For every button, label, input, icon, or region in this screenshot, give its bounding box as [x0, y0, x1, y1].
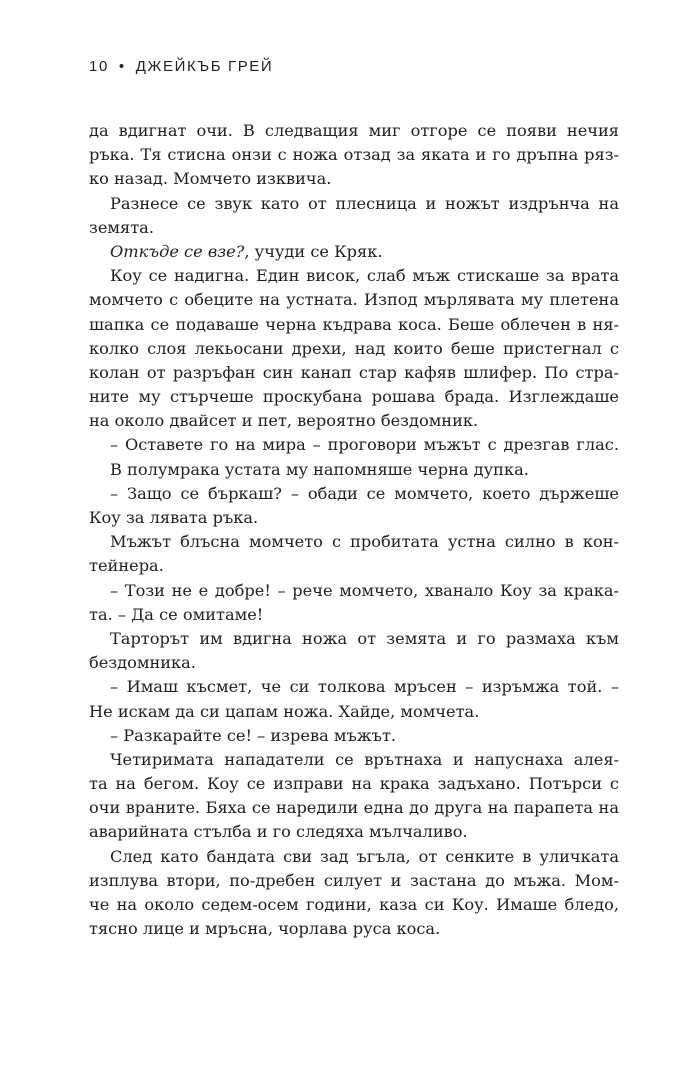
text-line: Разнесе се звук като от плесница и ножът издрънча на	[110, 193, 619, 213]
text-line: След като бандата сви зад ъгъла, от сенките в уличката	[110, 846, 619, 866]
text-line: Тарторът им вдигна ножа от земята и го размаха към	[110, 628, 619, 648]
text-line: Мъжът блъсна момчето с пробитата устна силно в кон-	[110, 532, 619, 552]
text-line: момчето с обеците на устната. Изпод мърлявата му плетена	[89, 290, 619, 310]
text-line: ко назад. Момчето изквича.	[89, 169, 332, 189]
text-line: Четиримата нападатели се врътнаха и напуснаха алея-	[110, 749, 619, 769]
text-line: да вдигнат очи. В следващия миг отгоре се появи нечия	[89, 121, 619, 140]
text-fragment: , учуди се Кряк.	[244, 241, 383, 261]
text-line: изплува втори, по-дребен силует и застана до мъжа. Мом-	[89, 870, 619, 890]
text-line: шапка се подаваше черна къдрава коса. Беше облечен в ня-	[89, 314, 619, 334]
text-line: та. – Да се омитаме!	[89, 604, 264, 624]
text-line: на около двайсет и пет, вероятно бездомник.	[89, 411, 479, 431]
text-line: тейнера.	[89, 556, 164, 576]
text-line: – Разкарайте се! – изрева мъжът.	[110, 725, 397, 745]
text-line: тясно лице и мръсна, чорлава руса коса.	[89, 919, 441, 939]
text-line: колко слоя лекьосани дрехи, над които беше пристегнал с	[89, 338, 619, 358]
text-line: бездомника.	[89, 653, 196, 673]
text-line: колан от разръфан син канап стар кафяв шлифер. По стра-	[89, 362, 619, 382]
text-line: Коу за лявата ръка.	[89, 508, 259, 527]
text-line: В полумрака устата му напомняше черна дупка.	[110, 459, 529, 479]
italic-phrase: Откъде се взе?	[110, 241, 245, 261]
text-line	[89, 240, 619, 264]
body-text	[89, 119, 619, 941]
text-line: земята.	[89, 217, 154, 237]
text-line: очи враните. Бяха се наредили една до друга на парапета на	[89, 798, 619, 818]
text-line: ните му стърчеше проскубана рошава брада. Изглеждаше	[89, 387, 619, 407]
text-line: че на около седем-осем години, каза си Коу. Имаше бледо,	[89, 895, 619, 914]
text-line: аварийната стълба и го следяха мълчаливо.	[89, 822, 468, 842]
text-line: Коу се надигна. Един висок, слаб мъж стискаше за врата	[110, 266, 619, 286]
running-head	[89, 58, 273, 75]
text-line: – Имаш късмет, че си толкова мръсен – изръмжа той. –	[110, 677, 619, 697]
text-line: ръка. Тя стисна онзи с ножа отзад за яката и го дръпна ряз-	[89, 145, 619, 165]
text-line: та на бегом. Коу се изправи на крака задъхано. Потърси с	[89, 774, 619, 794]
text-line: – Този не е добре! – рече момчето, хванало Коу за крака-	[110, 580, 619, 600]
text-line: – Оставете го на мира – проговори мъжът с дрезгав глас.	[110, 435, 619, 455]
page-number: 10	[89, 58, 109, 75]
text-line: – Защо се бъркаш? – обади се момчето, което държеше	[110, 483, 619, 503]
author-name: ДЖЕЙКЪБ ГРЕЙ	[135, 58, 274, 75]
text-line: Не искам да си цапам ножа. Хайде, момчета.	[89, 701, 480, 721]
header-separator: •	[118, 58, 126, 75]
